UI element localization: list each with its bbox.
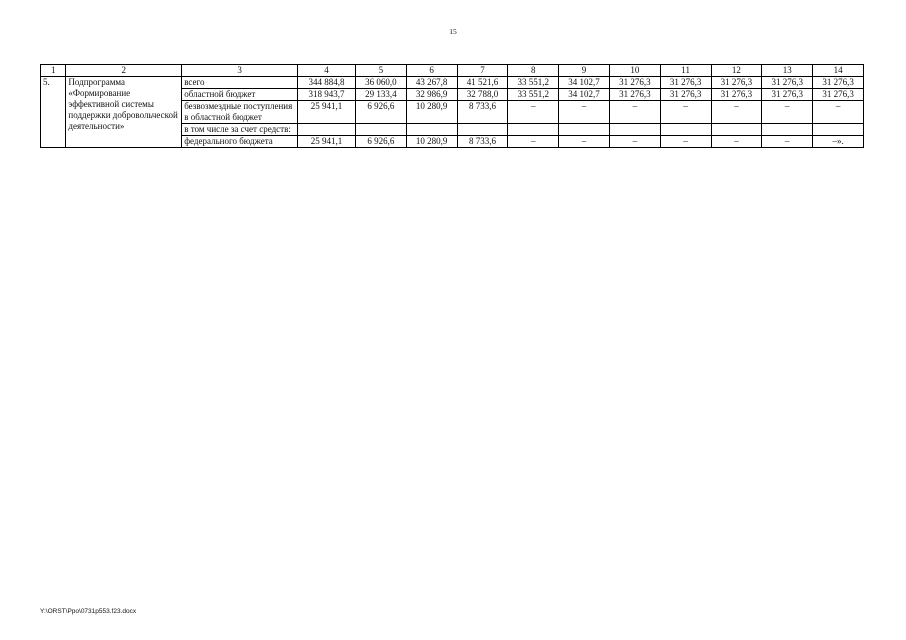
value-cell: 10 280,9: [406, 101, 457, 124]
value-cell: 29 133,4: [355, 89, 406, 101]
value-cell: –: [559, 136, 610, 148]
value-cell: 318 943,7: [298, 89, 356, 101]
value-cell: 31 276,3: [711, 77, 762, 89]
value-cell: 32 986,9: [406, 89, 457, 101]
value-cell: 31 276,3: [660, 77, 711, 89]
value-cell: –: [559, 101, 610, 124]
row-label: безвозмездные поступления в областной бюджет: [182, 101, 298, 124]
value-cell: 31 276,3: [762, 77, 813, 89]
value-cell: [660, 124, 711, 136]
value-cell: –: [711, 101, 762, 124]
value-cell: 41 521,6: [457, 77, 508, 89]
column-header: 8: [508, 65, 559, 77]
value-cell: 6 926,6: [355, 136, 406, 148]
value-cell: [298, 124, 356, 136]
column-header: 4: [298, 65, 356, 77]
value-cell: 31 276,3: [609, 77, 660, 89]
column-header: 9: [559, 65, 610, 77]
column-header: 5: [355, 65, 406, 77]
row-label: в том числе за счет средств:: [182, 124, 298, 136]
row-label: всего: [182, 77, 298, 89]
value-cell: –: [762, 101, 813, 124]
column-header: 6: [406, 65, 457, 77]
row-number-cell: 5.: [41, 77, 66, 148]
value-cell: [508, 124, 559, 136]
value-cell: 25 941,1: [298, 136, 356, 148]
value-cell: [355, 124, 406, 136]
column-header: 7: [457, 65, 508, 77]
column-header: 12: [711, 65, 762, 77]
value-cell: –: [762, 136, 813, 148]
footer-file-path: Y:\ORST\Ppo\0731p553.f23.docx: [40, 608, 137, 615]
value-cell: 31 276,3: [660, 89, 711, 101]
value-cell: [711, 124, 762, 136]
table-row: [41, 77, 864, 89]
value-cell: 31 276,3: [711, 89, 762, 101]
value-cell: 8 733,6: [457, 136, 508, 148]
value-cell: [457, 124, 508, 136]
value-cell: 43 267,8: [406, 77, 457, 89]
program-name-cell: Подпрограмма «Формирование эффективной системы поддержки добровольческой деятельности»: [66, 77, 182, 148]
value-cell: –: [660, 136, 711, 148]
value-cell: 34 102,7: [559, 77, 610, 89]
column-header: 11: [660, 65, 711, 77]
value-cell: [609, 124, 660, 136]
value-cell: –: [508, 136, 559, 148]
value-cell: [559, 124, 610, 136]
column-header: 13: [762, 65, 813, 77]
column-header: 14: [813, 65, 864, 77]
table-header-row: [41, 65, 864, 77]
value-cell: 31 276,3: [762, 89, 813, 101]
value-cell: –: [660, 101, 711, 124]
value-cell: 33 551,2: [508, 89, 559, 101]
value-cell: 6 926,6: [355, 101, 406, 124]
value-cell: 36 060,0: [355, 77, 406, 89]
value-cell: [762, 124, 813, 136]
value-cell: –: [813, 101, 864, 124]
page-number: 15: [449, 27, 457, 36]
value-cell: –: [508, 101, 559, 124]
value-cell: 31 276,3: [813, 77, 864, 89]
value-cell: 8 733,6: [457, 101, 508, 124]
column-header: 10: [609, 65, 660, 77]
value-cell: 34 102,7: [559, 89, 610, 101]
value-cell: [813, 124, 864, 136]
value-cell: 25 941,1: [298, 101, 356, 124]
value-cell: 344 884,8: [298, 77, 356, 89]
column-header: 1: [41, 65, 66, 77]
value-cell: [406, 124, 457, 136]
value-cell: 32 788,0: [457, 89, 508, 101]
row-label: федерального бюджета: [182, 136, 298, 148]
value-cell: 31 276,3: [813, 89, 864, 101]
value-cell: –: [711, 136, 762, 148]
row-label: областной бюджет: [182, 89, 298, 101]
value-cell: –: [609, 101, 660, 124]
value-cell: 31 276,3: [609, 89, 660, 101]
column-header: 3: [182, 65, 298, 77]
value-cell: –: [609, 136, 660, 148]
value-cell: 10 280,9: [406, 136, 457, 148]
column-header: 2: [66, 65, 182, 77]
budget-table: [40, 64, 864, 148]
value-cell: 33 551,2: [508, 77, 559, 89]
value-cell: –».: [813, 136, 864, 148]
